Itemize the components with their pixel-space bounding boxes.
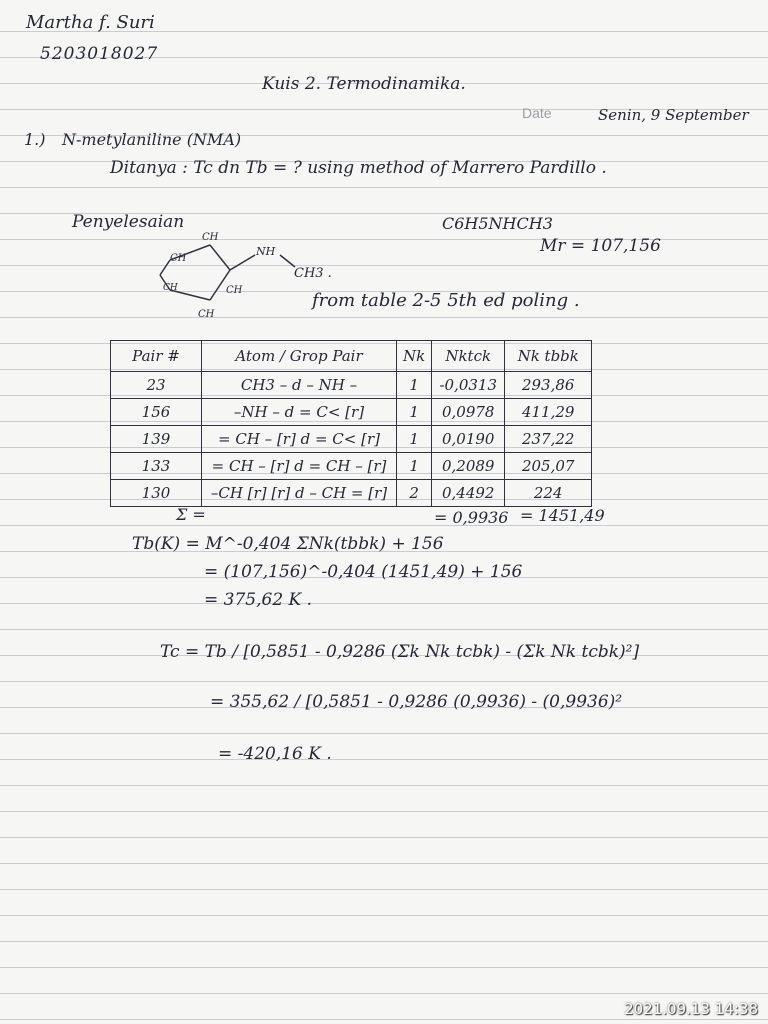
table-row	[111, 372, 592, 399]
structure-label-ch-top: CH	[202, 232, 219, 243]
cell-group: = CH – [r] d = C< [r]	[202, 426, 397, 453]
cell-tc: 0,0978	[432, 399, 505, 426]
cell-nk: 1	[397, 426, 432, 453]
student-id: 5203018027	[40, 44, 159, 64]
question-asked: Ditanya : Tc dn Tb = ? using method of Marrero Pardillo .	[110, 158, 607, 178]
photo-timestamp: 2021.09.13 14:38	[624, 1000, 758, 1018]
structure-label-ch-right: CH	[226, 285, 243, 296]
structure-label-ch-bottom: CH	[198, 309, 215, 320]
tc-substitution: = 355,62 / [0,5851 - 0,9286 (0,9936) - (0,9936)²	[210, 692, 623, 712]
cell-tb: 411,29	[505, 399, 592, 426]
table-source: from table 2-5 5th ed poling .	[312, 290, 580, 311]
cell-group: –NH – d = C< [r]	[202, 399, 397, 426]
col-header-pair: Pair #	[111, 341, 202, 372]
table-row	[111, 399, 592, 426]
cell-pair: 133	[111, 453, 202, 480]
tc-equation: Tc = Tb / [0,5851 - 0,9286 (Σk Nk tcbk) - (Σk Nk tcbk)²]	[160, 642, 640, 662]
structure-label-ch3: CH3 .	[294, 266, 332, 281]
sum-label: Σ =	[176, 505, 206, 524]
date-label: Date	[522, 105, 552, 121]
table-row	[111, 480, 592, 507]
sum-tc: = 0,9936	[434, 508, 509, 527]
table-row	[111, 426, 592, 453]
cell-nk: 1	[397, 453, 432, 480]
cell-nk: 1	[397, 399, 432, 426]
table-header-row	[111, 341, 592, 372]
cell-tc: 0,4492	[432, 480, 505, 507]
question-number: 1.)	[24, 130, 46, 149]
cell-pair: 156	[111, 399, 202, 426]
page-title: Kuis 2. Termodinamika.	[262, 74, 466, 94]
date-value: Senin, 9 September	[598, 106, 749, 124]
structure-label-ch-left: CH	[170, 253, 187, 264]
sum-tb: = 1451,49	[520, 506, 605, 525]
cell-tb: 224	[505, 480, 592, 507]
cell-nk: 2	[397, 480, 432, 507]
cell-nk: 1	[397, 372, 432, 399]
cell-pair: 130	[111, 480, 202, 507]
student-name: Martha f. Suri	[26, 12, 155, 33]
tb-substitution: = (107,156)^-0,404 (1451,49) + 156	[204, 562, 523, 582]
cell-group: CH3 – d – NH –	[202, 372, 397, 399]
col-header-nk: Nk	[397, 341, 432, 372]
cell-pair: 139	[111, 426, 202, 453]
cell-tb: 293,86	[505, 372, 592, 399]
structure-label-nh: NH	[256, 245, 276, 258]
col-header-nktbbk: Nk tbbk	[505, 341, 592, 372]
compound-name: N-metylaniline (NMA)	[62, 130, 242, 149]
cell-group: = CH – [r] d = CH – [r]	[202, 453, 397, 480]
col-header-atom-group: Atom / Grop Pair	[202, 341, 397, 372]
cell-tc: 0,2089	[432, 453, 505, 480]
cell-tb: 205,07	[505, 453, 592, 480]
tb-equation: Tb(K) = M^-0,404 ΣNk(tbbk) + 156	[132, 534, 444, 554]
solution-label: Penyelesaian	[72, 212, 185, 232]
cell-tb: 237,22	[505, 426, 592, 453]
molar-mass: Mr = 107,156	[540, 236, 661, 256]
cell-tc: -0,0313	[432, 372, 505, 399]
group-contribution-table	[110, 340, 592, 507]
col-header-nktck: Nktck	[432, 341, 505, 372]
cell-group: –CH [r] [r] d – CH = [r]	[202, 480, 397, 507]
cell-tc: 0,0190	[432, 426, 505, 453]
cell-pair: 23	[111, 372, 202, 399]
table-row	[111, 453, 592, 480]
molecular-formula: C6H5NHCH3	[442, 214, 553, 233]
structure-label-ch-bottom-left: CH	[163, 283, 178, 293]
tb-result: = 375,62 K .	[204, 590, 313, 610]
tc-result: = -420,16 K .	[218, 744, 332, 764]
